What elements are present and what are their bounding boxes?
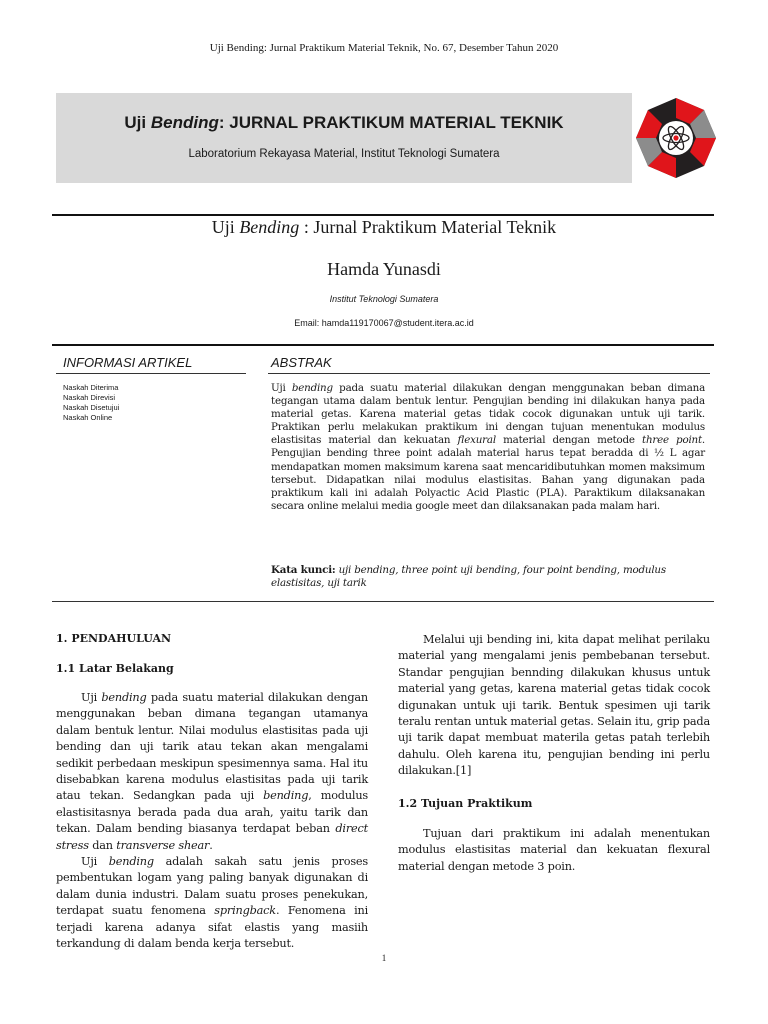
banner-subtitle: Laboratorium Rekayasa Material, Institut Teknologi Sumatera [188, 148, 500, 160]
paragraph: Melalui uji bending ini, kita dapat melihat perilaku material yang mengalami jenis pembebanan tersebut. Standar pengujian bennding dilakukan khusus untuk material yang getas, karena material getas tidak cocok digunakan untuk uji tarik. Bentuk spesimen uji tarik teralu rentan untuk material getas. Selain itu, grip pada uji tarik dapat membuat materila getas patah terlebih dahulu. Oleh karena itu, pengujian bending ini perlu dilakukan.[1] [398, 633, 710, 778]
article-info-rule [56, 373, 246, 374]
right-column-body-top [398, 632, 710, 780]
abstract-text: Uji bending pada suatu material dilakukan dengan menggunakan beban dimana tegangan utama dalam bentuk lentur. Pengujian bending ini dilakukan hanya pada material getas. Karena material getas tidak cocok digunakan untuk uji tarik. Praktikan perlu melakukan praktikum ini dengan tujuan menentukan modulus elastisitas material dan kekuatan flexural material dengan metode three point. Pengujian bending three point adalah material harus tepat beradda di ½ L agar mendapatkan momen maksimum karena saat mencaridibutuhkan momen maksimum tersebut. Didapatkan nilai modulus elastisitas. Bahan yang digunakan pada praktikum kali ini adalah Polyactic Acid Plastic (PLA). Paraktikum dilaksanakan secara online melalui media google meet dan dilaksanakan pada malam hari. [271, 382, 706, 512]
right-column-body-bottom [398, 826, 710, 875]
article-history [63, 383, 119, 423]
section-heading-pendahuluan: 1. PENDAHULUAN [56, 632, 172, 645]
paragraph: Uji bending adalah sakah satu jenis proses pembentukan logam yang paling banyak digunakan di dalam dunia industri. Dalam suatu proses penekukan, terdapat suatu fenomena springback. Fenomena ini terjadi karena adanya sifat elastis yang masiih terkandung di dalam benda kerja tersebut. [56, 855, 368, 951]
title-rule [52, 214, 714, 216]
history-item: Naskah Direvisi [63, 393, 116, 402]
history-item: Naskah Disetujui [63, 403, 120, 412]
itera-logo-icon [632, 94, 720, 182]
running-head: Uji Bending: Jurnal Praktikum Material Teknik, No. 67, Desember Tahun 2020 [209, 42, 559, 54]
paper-title: Uji Bending : Jurnal Praktikum Material Teknik [211, 217, 557, 237]
left-column-body [56, 690, 368, 953]
page-number: 1 [381, 953, 387, 963]
journal-banner [56, 93, 632, 183]
author-email: Email: hamda119170067@student.itera.ac.id [294, 318, 474, 328]
paragraph: Uji bending pada suatu material dilakukan dengan menggunakan beban dimana tegangan utamanya dalam bentuk lentur. Nilai modulus elastisitas pada uji bending dan uji tarik atau tekan akan mengalami sedikit perbedaan meskipun spesimennya sama. Hal itu disebabkan karena modulus elastisitas pada uji tarik atau tekan. Sedangkan pada uji bending, modulus elastisitasnya berada pada dua arah, yaitu tarik dan tekan. Dalam bending biasanya terdapat beban direct stress dan transverse shear. [56, 691, 368, 852]
history-item: Naskah Diterima [63, 383, 119, 392]
article-info-heading: INFORMASI ARTIKEL [63, 355, 193, 370]
keywords: Kata kunci: uji bending, three point uji bending, four point bending, modulus elastisitas, uji tarik [271, 564, 666, 590]
subsection-heading-tujuan-praktikum: 1.2 Tujuan Praktikum [398, 797, 533, 810]
abstract-heading: ABSTRAK [271, 355, 332, 370]
author-name: Hamda Yunasdi [327, 259, 441, 279]
history-item: Naskah Online [63, 413, 113, 422]
banner-title: Uji Bending: JURNAL PRAKTIKUM MATERIAL TEKNIK [124, 113, 564, 132]
abstract-bottom-rule [52, 601, 714, 602]
paragraph: Tujuan dari praktikum ini adalah menentukan modulus elastisitas material dan kekuatan flexural material dengan metode 3 poin. [398, 827, 710, 873]
author-affiliation: Institut Teknologi Sumatera [329, 294, 439, 304]
abstract-rule [268, 373, 710, 374]
header-rule [52, 344, 714, 346]
subsection-heading-latar-belakang: 1.1 Latar Belakang [56, 662, 174, 675]
